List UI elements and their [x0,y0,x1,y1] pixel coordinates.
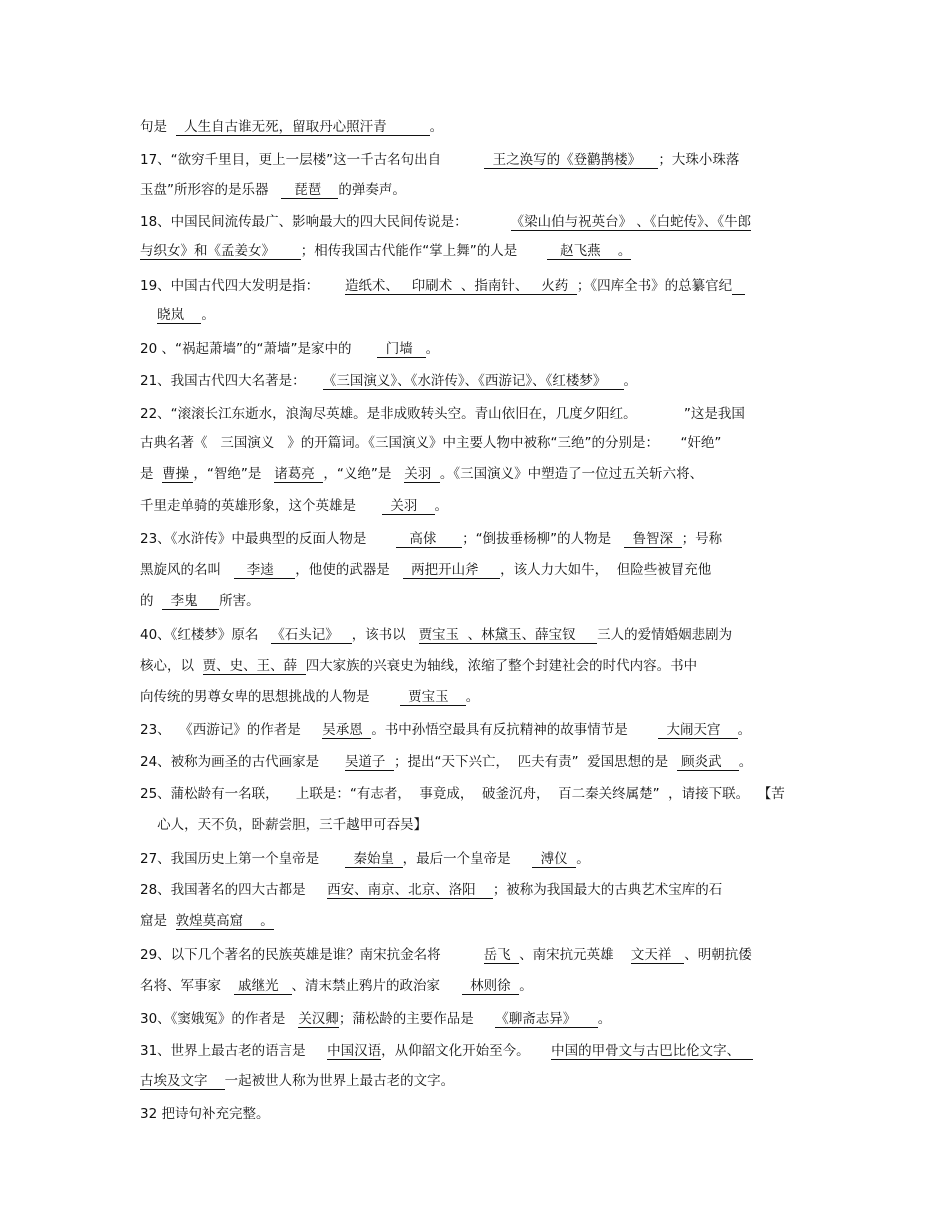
answer-blank: 贾宝玉 、林黛玉、薛宝钗 [418,627,598,643]
answer-blank: 《石头记》 [271,627,352,643]
answer-blank: 大闹天宫 [657,722,738,738]
question-text: 、清末禁止鸦片的政治家 [291,978,462,994]
question-text: 17、“欲穷千里目，更上一层楼”这一千古名句出自 [140,152,485,168]
question-text: 。 [434,498,448,514]
question-text: 。 [201,307,215,323]
answer-blank: 门墙 [377,341,426,357]
question-text: 23、 《西游记》的作者是 [140,722,323,738]
question-text: 古典名著《 三国演义 》的开篇词。《三国演义》中主要人物中被称“三绝”的分别是： “奸绝” [140,435,722,451]
question-text: 23、《水浒传》中最典型的反面人物是 [140,531,397,547]
question-text: ；大珠小珠落 [658,152,740,168]
question-text: 25、蒲松龄有一名联， 上联是：“有志者， 事竟成， 破釜沉舟， 百二秦关终属楚” ，请接下联。 【苦 [140,786,785,802]
line-26 [140,912,274,930]
question-text: ；相传我国古代能作“掌上舞”的人是 [300,243,548,259]
line-18 [140,657,697,675]
question-text: 向传统的男尊女卑的思想挑战的人物是 [140,689,400,705]
question-text: 的弹奏声。 [338,182,406,198]
answer-blank: 晓岚 [157,307,202,323]
line-03 [140,181,406,199]
line-21 [140,753,752,771]
question-text: 。 [623,373,638,389]
answer-blank: 吴承恩 [322,722,372,738]
question-text: 黑旋风的名叫 [140,562,234,578]
answer-blank: 赵飞燕 。 [547,243,632,259]
answer-blank: 关羽 [381,498,435,514]
question-text: 28、我国著名的四大古都是 [140,882,328,898]
line-28 [140,977,533,995]
line-29 [140,1010,611,1028]
line-30 [140,1042,753,1060]
question-text: 40、《红楼梦》原名 [140,627,272,643]
answer-blank: 吴道子 [344,754,395,770]
question-text: 32 把诗句补充完整。 [140,1106,270,1122]
question-text: ，从仰韶文化开始至今。 [381,1043,552,1059]
answer-blank: 曹操 [162,466,194,482]
question-text: ；蒲松龄的主要作品是 [338,1011,496,1027]
question-text: 所害。 [219,593,260,609]
answer-blank: 与织女》和《孟姜女》 [140,243,301,259]
answer-blank: 贾、史、王、薛 [202,658,306,674]
line-17 [140,626,732,644]
line-22 [140,785,785,803]
line-09 [140,372,637,390]
question-text: 。书中孙悟空最具有反抗精神的故事情节是 [371,722,658,738]
question-text: 窟是 [140,913,176,929]
answer-blank: 鲁智深 [623,531,682,547]
answer-blank: 造纸术、 印刷术 、指南针、 火药 [344,278,577,294]
line-04 [140,213,751,231]
question-text: 心人，天不负，卧薪尝胆，三千越甲可吞吴】 [140,817,428,833]
question-text: 。 [429,119,444,135]
question-text: ；“倒拔垂杨柳”的人物是 [462,531,624,547]
answer-blank: 关汉卿 [298,1011,339,1027]
answer-blank: 顾炎武 [676,754,739,770]
answer-blank: 贾宝玉 [399,689,466,705]
line-27 [140,946,752,964]
line-05 [140,242,631,260]
answer-blank: 溥仪 [532,851,577,867]
question-text: 是 [140,466,163,482]
answer-blank: 人生自古谁无死，留取丹心照汗青 [175,119,430,135]
answer-blank: 诸葛亮 [274,466,324,482]
answer-blank: 古埃及文字 [140,1073,225,1089]
question-text: 的 [140,593,163,609]
question-text: 18、中国民间流传最广、影响最大的四大民间传说是： [140,214,511,230]
answer-blank: 李鬼 [162,593,220,609]
line-20 [140,721,751,739]
answer-blank: 中国汉语 [327,1043,382,1059]
question-text: 20 、“祸起萧墙”的“萧墙”是家中的 [140,341,378,357]
question-text: 。 [425,341,440,357]
answer-blank: 《三国演义》、《水浒传》、《西游记》、《红楼梦》 [322,373,624,389]
question-text: ；号称 [681,531,723,547]
line-16 [140,592,260,610]
question-text: ，他使的武器是 [295,562,403,578]
question-text: ；提出“天下兴亡， 匹夫有责” 爱国思想的是 [394,754,677,770]
line-08 [140,340,439,358]
line-07 [140,306,215,324]
line-32 [140,1105,269,1123]
answer-blank: 关羽 [404,466,440,482]
answer-blank: 《梁山伯与祝英台》 、《白蛇传》、《牛郎 [510,214,752,230]
question-text: ，“智绝”是 [193,466,275,482]
line-25 [140,881,722,899]
answer-blank: 高俅 [396,531,463,547]
line-14 [140,530,722,548]
line-31 [140,1072,454,1090]
answer-blank: 岳飞 [483,947,520,963]
question-text: 名将、军事家 [140,978,234,994]
answer-blank: 戚继光 [233,978,292,994]
question-text: 30、《窦娥冤》的作者是 [140,1011,299,1027]
question-text: 。 [738,754,753,770]
answer-blank: 《聊斋志异》 [495,1011,598,1027]
question-text: 。 [737,722,752,738]
question-text: 22、“滚滚长江东逝水，浪淘尽英雄。是非成败转头空。青山依旧在，几度夕阳红。 ”这是我国 [140,406,745,422]
question-text: 19、中国古代四大发明是指： [140,278,345,294]
line-01 [140,118,443,136]
question-text: ，“义绝”是 [323,466,405,482]
answer-blank: 林则徐 [461,978,520,994]
line-19 [140,688,479,706]
question-text: 句是 [140,119,176,135]
question-text: 21、我国古代四大名著是： [140,373,323,389]
line-24 [140,850,590,868]
question-text: ，该书以 [351,627,419,643]
question-text: 。 [465,689,480,705]
line-15 [140,561,711,579]
line-11 [140,434,721,452]
question-text: 千里走单骑的英雄形象，这个英雄是 [140,498,382,514]
question-text [140,307,157,323]
question-text: ，最后一个皇帝是 [402,851,533,867]
answer-blank: 西安、南京、北京、洛阳 [327,882,493,898]
question-text: 、南宋抗元英雄 [519,947,631,963]
question-text: 、明朝抗倭 [684,947,752,963]
question-text: 31、世界上最古老的语言是 [140,1043,328,1059]
answer-blank: 敦煌莫高窟 。 [175,913,274,929]
answer-blank: 李逵 [233,562,296,578]
question-text: 29、以下几个著名的民族英雄是谁？南宋抗金名将 [140,947,484,963]
line-02 [140,151,739,169]
question-text: 。 [597,1011,612,1027]
question-text: 核心，以 [140,658,203,674]
question-text: 四大家族的兴衰史为轴线，浓缩了整个封建社会的时代内容。书中 [305,658,698,674]
question-text: ；《四库全书》的总纂官纪 [576,278,733,294]
answer-blank: 文天祥 [630,947,685,963]
question-text: ；被称为我国最大的古典艺术宝库的石 [492,882,723,898]
line-23 [140,816,427,834]
question-text: 一起被世人称为世界上最古老的文字。 [224,1073,455,1089]
question-text: 24、被称为画圣的古代画家是 [140,754,345,770]
answer-blank: 王之涣写的《登鹳鹊楼》 [484,152,659,168]
answer-blank: 两把开山斧 [402,562,501,578]
line-10 [140,405,745,423]
answer-blank: 中国的甲骨文与古巴比伦文字、 [551,1043,753,1059]
question-text: 玉盘”所形容的是乐器 [140,182,282,198]
line-06 [140,277,745,295]
question-text: 。 [576,851,590,867]
answer-blank [732,278,745,295]
answer-blank: 琵琶 [281,182,339,198]
question-text: 三人的爱情婚姻悲剧为 [597,627,733,643]
line-12 [140,465,703,483]
question-text: 。 [519,978,533,994]
question-text: 27、我国历史上第一个皇帝是 [140,851,345,867]
line-13 [140,497,448,515]
answer-blank: 秦始皇 [344,851,403,867]
question-text: 。《三国演义》中塑造了一位过五关斩六将、 [439,466,704,482]
question-text: ，该人力大如牛， 但险些被冒充他 [500,562,712,578]
